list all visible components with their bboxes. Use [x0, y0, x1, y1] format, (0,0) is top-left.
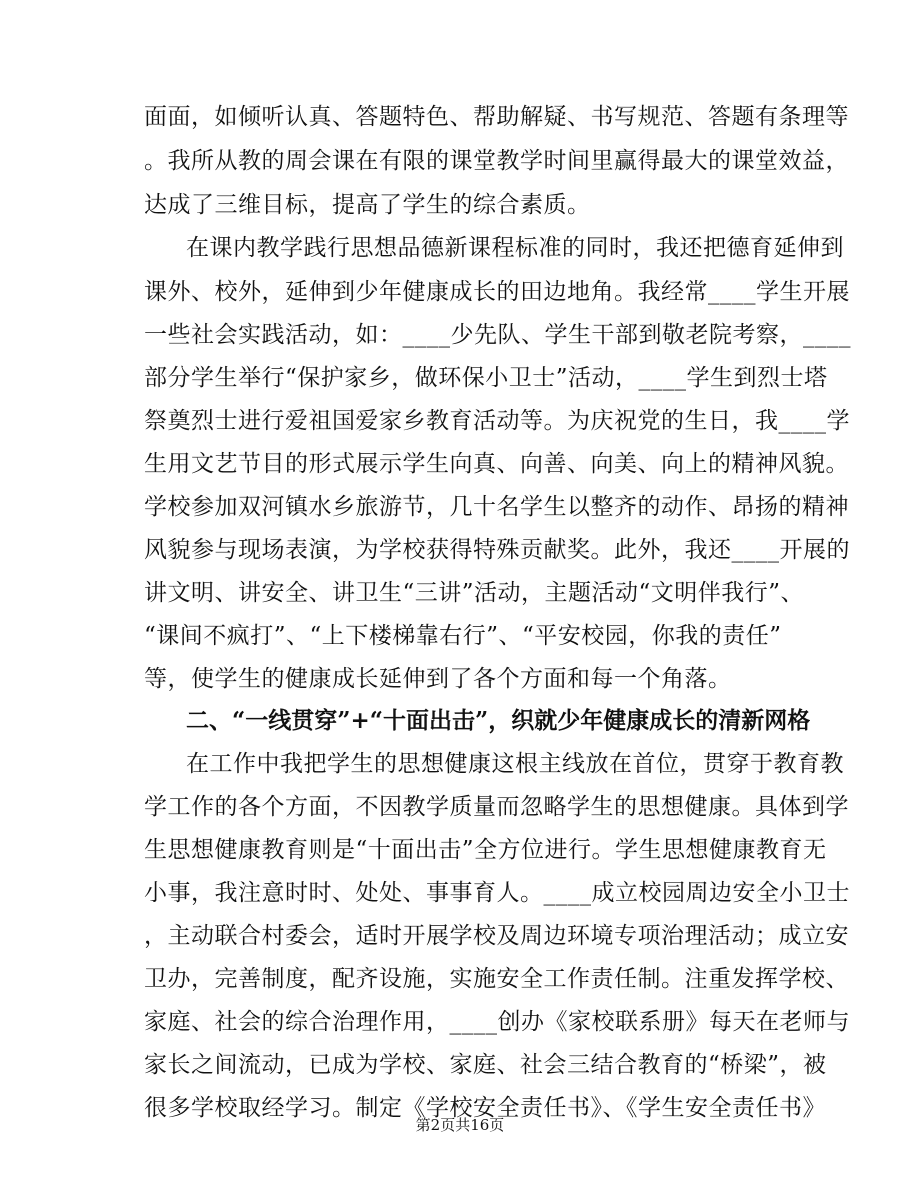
paragraph-line: 小事，我注意时时、处处、事事育人。____成立校园周边安全小卫士	[144, 880, 850, 906]
paragraph-line: 家长之间流动，已成为学校、家庭、社会三结合教育的“桥梁”，被	[144, 1052, 827, 1078]
paragraph-line: 生思想健康教育则是“十面出击”全方位进行。学生思想健康教育无	[144, 837, 827, 863]
paragraph-line: 课外、校外，延伸到少年健康成长的田边地角。我经常____学生开展	[144, 279, 850, 305]
paragraph-line: 部分学生举行“保护家乡，做环保小卫士”活动，____学生到烈士塔	[144, 365, 828, 391]
paragraph-line: 生用文艺节目的形式展示学生向真、向善、向美、向上的精神风貌。	[144, 451, 849, 477]
paragraph-line: 祭奠烈士进行爱祖国爱家乡教育活动等。为庆祝党的生日，我____学	[144, 408, 850, 434]
paragraph-line: 一些社会实践活动，如：____少先队、学生干部到敬老院考察，____	[144, 322, 851, 348]
paragraph-line: 学工作的各个方面，不因教学质量而忽略学生的思想健康。具体到学	[144, 794, 849, 820]
paragraph-line: 等，使学生的健康成长延伸到了各个方面和每一个角落。	[144, 666, 732, 692]
paragraph-line: 在课内教学践行思想品德新课程标准的同时，我还把德育延伸到	[186, 235, 844, 261]
paragraph-line: “课间不疯打”、“上下楼梯靠右行”、“平安校园，你我的责任”	[144, 623, 782, 649]
paragraph-line: 风貌参与现场表演，为学校获得特殊贡献奖。此外，我还____开展的	[144, 537, 850, 563]
paragraph-line: 家庭、社会的综合治理作用，____创办《家校联系册》每天在老师与	[144, 1009, 850, 1035]
paragraph-line: ，主动联合村委会，适时开展学校及周边环境专项治理活动；成立安	[144, 923, 849, 949]
paragraph-line: 达成了三维目标，提高了学生的综合素质。	[144, 192, 591, 218]
paragraph-line: 很多学校取经学习。制定《学校安全责任书》、《学生安全责任书》	[144, 1095, 826, 1121]
section-heading: 二、“一线贯穿”+“十面出击”，织就少年健康成长的清新网格	[186, 707, 811, 734]
paragraph-line: 。我所从教的周会课在有限的课堂教学时间里赢得最大的课堂效益，	[144, 148, 849, 174]
page-number-footer: 第2页共16页	[415, 1116, 505, 1134]
paragraph-line: 面面，如倾听认真、答题特色、帮助解疑、书写规范、答题有条理等	[144, 104, 849, 130]
paragraph-line: 卫办，完善制度，配齐设施，实施安全工作责任制。注重发挥学校、	[144, 966, 849, 992]
paragraph-line: 学校参加双河镇水乡旅游节，几十名学生以整齐的动作、昂扬的精神	[144, 494, 849, 520]
paragraph-line: 讲文明、讲安全、讲卫生“三讲”活动，主题活动“文明伴我行”、	[144, 580, 805, 606]
paragraph-line: 在工作中我把学生的思想健康这根主线放在首位，贯穿于教育教	[186, 751, 844, 777]
